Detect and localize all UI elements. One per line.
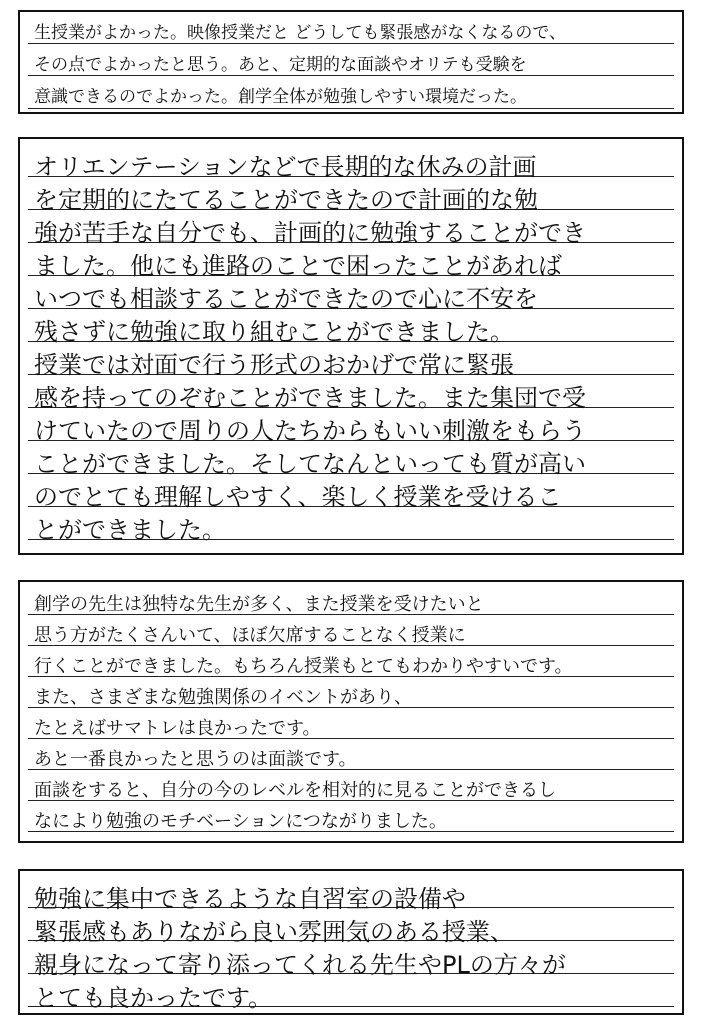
comment-line: を定期的にたてることができたので計画的な勉 — [34, 186, 538, 214]
comment-line: 思う方がたくさんいて、ほぼ欠席することなく授業に — [34, 625, 466, 646]
comment-line: 親身になって寄り添ってくれる先生やPLの方々が — [34, 951, 566, 979]
comment-line: ました。他にも進路のことで困ったことがあれば — [34, 252, 562, 280]
comment-line: 面談をすると、自分の今のレベルを相対的に見ることができるし — [34, 780, 556, 801]
comment-line: 感を持ってのぞむことができました。また集団で受 — [34, 384, 586, 412]
comment-line: 残さずに勉強に取り組むことができました。 — [34, 318, 514, 346]
comment-line: 強が苦手な自分でも、計画的に勉強することができ — [34, 219, 586, 247]
comment-line: 意識できるのでよかった。創学全体が勉強しやすい環境だった。 — [34, 87, 527, 107]
ruled-line — [28, 75, 674, 76]
comment-line: 行くことができました。もちろん授業もとてもわかりやすいです。 — [34, 656, 573, 677]
comment-line: とても良かったです。 — [34, 984, 273, 1012]
comment-line: あと一番良かったと思うのは面談です。 — [34, 749, 357, 770]
comment-line: 生授業がよかった。映像授業だと どうしても緊張感がなくなるので、 — [34, 23, 567, 43]
ruled-line — [28, 43, 674, 44]
comment-line: 創学の先生は独特な先生が多く、また授業を受けたいと — [34, 594, 484, 615]
comment-card-2 — [18, 137, 684, 555]
comment-line: のでとても理解しやすく、楽しく授業を受けるこ — [34, 483, 562, 511]
comment-line: 緊張感もありながら良い雰囲気のある授業、 — [34, 918, 514, 946]
comment-line: また、さまざまな勉強関係のイベントがあり、 — [34, 687, 412, 708]
comment-card-4 — [18, 869, 684, 1015]
comment-line: その点でよかったと思う。あと、定期的な面談やオリテも受験を — [34, 55, 527, 75]
comment-line: たとえばサマトレは良かったです。 — [34, 718, 321, 739]
comment-line: とができました。 — [34, 516, 226, 544]
comment-card-1 — [18, 10, 684, 114]
comment-line: けていたので周りの人たちからもいい刺激をもらう — [34, 417, 586, 445]
comment-card-3 — [18, 580, 684, 843]
comment-line: 勉強に集中できるような自習室の設備や — [34, 885, 466, 913]
comment-line: いつでも相談することができたので心に不安を — [34, 285, 538, 313]
comment-line: オリエンテーションなどで長期的な休みの計画 — [34, 153, 537, 181]
comment-line: ことができました。そしてなんといっても質が高い — [34, 450, 586, 478]
comment-line: 授業では対面で行う形式のおかげで常に緊張 — [34, 351, 514, 379]
comment-line: なにより勉強のモチベーションにつながりました。 — [34, 811, 447, 832]
ruled-line — [28, 108, 674, 109]
